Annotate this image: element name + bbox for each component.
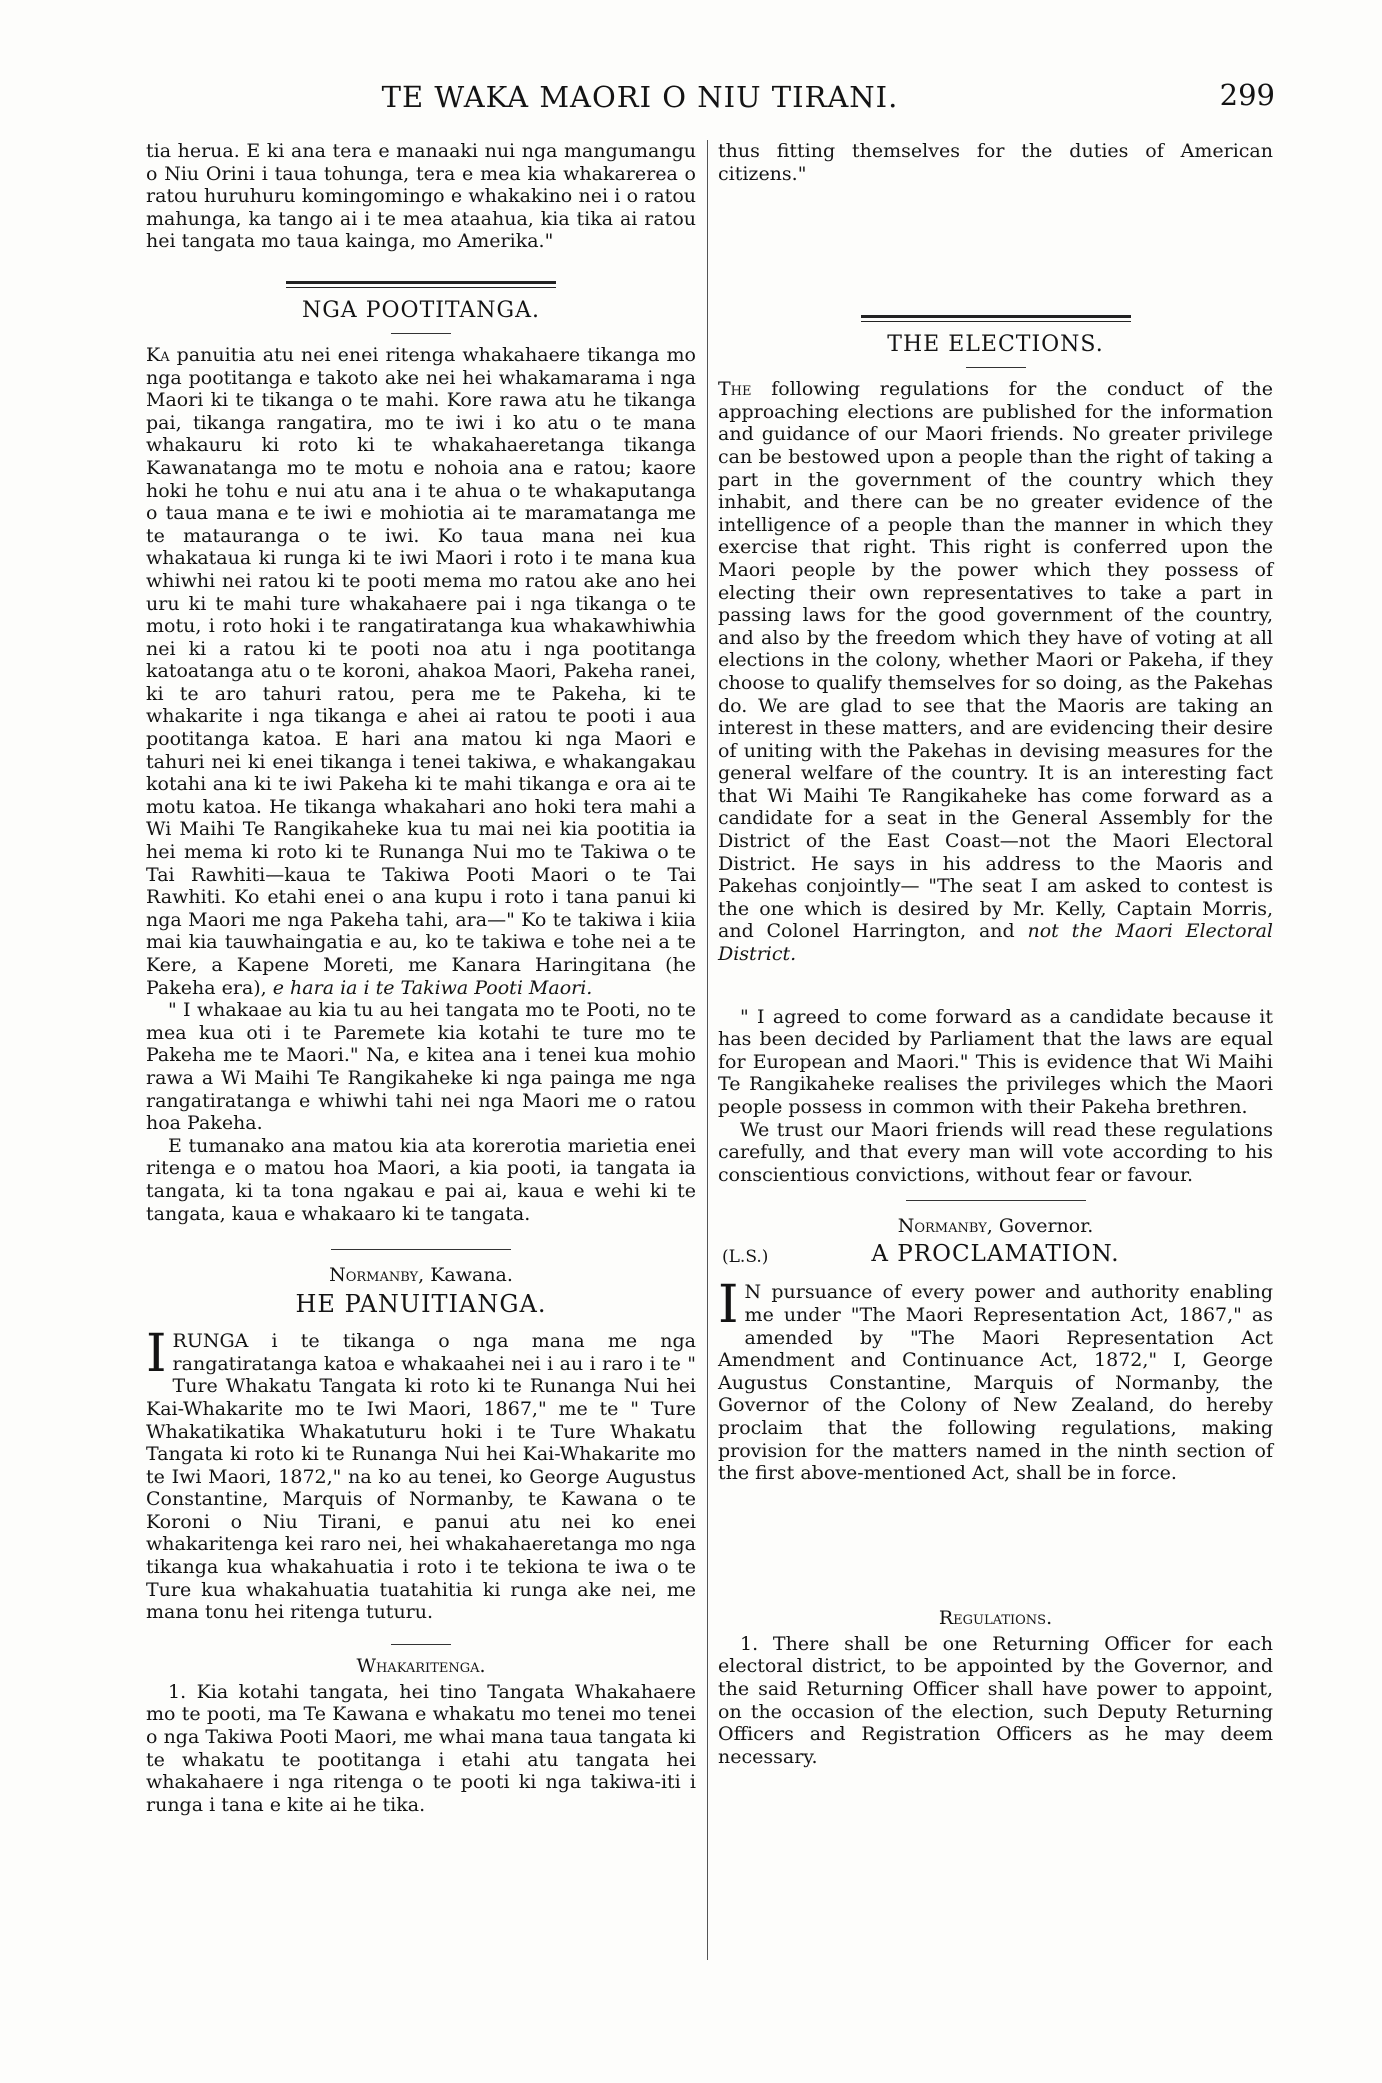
spacer — [718, 1485, 1273, 1603]
signature-title: , Governor. — [986, 1215, 1094, 1238]
italic-phrase: e hara ia i te Takiwa Pooti Maori. — [272, 976, 593, 999]
english-elections-paragraph-2: " I agreed to come forward as a candidate because it has been decided by Parliament that the laws are equal for European and Maori." This is evidence that Wi Maihi Te Rangikaheke realises the privileges which the Maori people possess in common with their Pakeha brethren. — [718, 1005, 1273, 1118]
english-rule-1: 1. There shall be one Returning Officer for each electoral district, to be appointed by the Governor, and the said Returning Officer shall have power to appoint, on the occasion of the election, such Deputy Returning Officers and Registration Officers as he may deem necessary. — [718, 1632, 1273, 1768]
section-rule — [331, 1249, 511, 1250]
paragraph-body: following regulations for the conduct of the approaching elections are published for the information and guidance of our Maori friends. No greater privilege can be bestowed upon a people than the right of taking a part in the government of the country which they inhabit, and there can be no greater evidence of the intelligence of a people than the manner in which they exercise that right. This right is conferred upon the Maori people by the power which they possess of electing their own representatives to take a part in passing laws for the good government of the country, and also by the freedom which they have of voting at all elections in the colony, whether Maori or Pakeha, if they choose to qualify themselves for so doing, as the Pakehas do. We are glad to see that the Maoris are taking an interest in these matters, and are evidencing their desire of uniting with the Pakehas in devising measures for the general welfare of the country. It is an interesting fact that Wi Maihi Te Rangikaheke has come forward as a candidate for a seat in the General Assembly for the District of the East Coast—not the Maori Electoral District. He says in his address to the Maoris and Pakehas conjointly— "The seat I am asked to contest is the one which is desired by Mr. Kelly, Captain Morris, and Colonel Harrington, and — [718, 378, 1273, 943]
english-elections-heading: THE ELECTIONS. — [887, 332, 1104, 358]
running-title: TE WAKA MAORI O NIU TIRANI. — [381, 80, 899, 114]
maori-proclamation-block — [146, 1324, 696, 1624]
maori-rules-heading: Whakaritenga. — [356, 1654, 486, 1677]
maori-signature — [146, 1264, 696, 1286]
english-intro-paragraph: thus fitting themselves for the duties of American citizens." — [718, 140, 1273, 185]
english-proclamation-block — [718, 1275, 1273, 1485]
english-elections-paragraph-1 — [718, 378, 1273, 965]
spacer — [718, 1271, 1273, 1281]
maori-column — [146, 140, 696, 1816]
maori-elections-paragraph-1 — [146, 344, 696, 999]
maori-proclamation-paragraph: RUNGA i te tikanga o nga mana me nga rangatiratanga katoa e whakaahei nei i au i raro i te " Ture Whakatu Tangata ki roto ki te Runanga Nui hei Kai-Whakarite mo te Iwi Maori, 1867," me te " Ture Whakatikatika Whakatuturu hoki i te Ture Whakatu Tangata ki roto ki te Runanga Nui hei Kai-Whakarite mo te Iwi Maori, 1872," na ko au tenei, ko George Augustus Constantine, Marquis of Normanby, te Kawana o te Koroni o Niu Tirani, e panui atu nei ko enei whakaritenga kei raro nei, hei whakahaeretanga mo nga tikanga kua whakahuatia i roto i te tekiona te iwa o te Ture kua whakahuatia tuatahitia ki runga ake nei, me mana tonu hei ritenga tuturu. — [146, 1330, 696, 1624]
drop-cap: I — [718, 1275, 739, 1336]
spacer — [718, 966, 1273, 1006]
maori-elections-heading: NGA POOTITANGA. — [301, 297, 540, 323]
page-header — [140, 74, 1340, 124]
lead-word: The — [718, 378, 752, 401]
english-elections-paragraph-3: We trust our Maori friends will read these regulations carefully, and that every man will vote according to his conscientious convictions, without fear or favour. — [718, 1118, 1273, 1186]
seal-row — [718, 1241, 1273, 1271]
maori-intro-paragraph: tia herua. E ki ana tera e manaaki nui nga mangumangu o Niu Orini i taua tohunga, tera e mea kia whakarerea o ratou huruhuru komingomingo e whakakino nei i o ratou mahunga, ka tango ai i te mea ataahua, kia tika ai ratou hei tangata mo taua kainga, mo Amerika." — [146, 140, 696, 253]
maori-proclamation-heading: HE PANUITIANGA. — [295, 1290, 547, 1319]
column-divider — [707, 140, 708, 1960]
paragraph-body: panuitia atu nei enei ritenga whakahaere tikanga mo nga pootitanga e takoto ake nei hei whakamarama i nga Maori ki te tikanga o te mahi. Kore rawa atu he tikanga pai, tikanga rangatira, mo te iwi i ko atu o te mana whakauru ki roto ki te whakahaeretanga tikanga Kawanatanga mo te motu e nohoia ana e ratou; kaore hoki he tohu e nui atu ana i te ahua o te whakaputanga o taua mana e te iwi e mohiotia ai te maramatanga me te matauranga o te iwi. Ko taua mana nei kua whakataua ki runga ki te iwi Maori i roto i te mana kua whiwhi nei ratou ki te pooti mema mo ratou ake ano hei uru ki te mahi ture whakahaere pai i nga tikanga o te motu, i roto hoki i te rangatiratanga kua whakawhiwhia nei ki a ratou ki te pooti noa atu i nga pootitanga katoatanga atu o te koroni, ahakoa Maori, Pakeha ranei, ki te aro tahuri ratou, pera me te Pakeha, ki te whakarite i nga tikanga e ahei ai ratou te pooti i aua pootitanga katoa. E hari ana matou ki nga Maori e tahuri nei ki enei tikanga i tenei takiwa, e whakangakau kotahi ana ki te iwi Pakeha ki te mahi tikanga e ora ai te motu katoa. He tikanga whakahari ano hoki tera mahi a Wi Maihi Te Rangikaheke kua tu mai nei kia pootitia ia hei mema ki roto ki te Runanga Nui mo te Takiwa o te Tai Rawhiti—kaua te Takiwa Pooti Maori o te Tai Rawhiti. Ko etahi enei o ana kupu i roto i tana panui ki nga Maori me nga Pakeha tahi, ara—" Ko te takiwa i kiia mai kia tauwhaingatia e au, ko te takiwa e tohe nei a te Kere, a Kapene Moreti, me Kanara Haringitana (he Pakeha era), — [146, 343, 696, 999]
short-rule — [391, 1644, 451, 1645]
signature-name: Normanby — [329, 1264, 419, 1287]
english-signature — [718, 1215, 1273, 1237]
drop-cap: I — [146, 1324, 167, 1385]
english-proclamation-paragraph: N pursuance of every power and authority enabling me under "The Maori Representation Act, 1867," as amended by "The Maori Representation Act Amendment and Continuance Act, 1872," I, George Augustus Constantine, Marquis of Normanby, the Governor of the Colony of New Zealand, do hereby proclaim that the following regulations, making provision for the matters named in the ninth section of the first above-mentioned Act, shall be in force. — [718, 1281, 1273, 1485]
short-rule — [966, 367, 1026, 368]
italic-phrase: not the Maori Electoral District. — [718, 920, 1273, 966]
seal-mark: (L.S.) — [722, 1247, 769, 1268]
double-rule — [286, 281, 556, 288]
signature-title: , Kawana. — [418, 1264, 513, 1287]
english-column — [718, 140, 1273, 1768]
spacer — [718, 185, 1273, 315]
short-rule — [391, 333, 451, 334]
page-number: 299 — [1219, 78, 1275, 112]
maori-elections-paragraph-2: " I whakaae au kia tu au hei tangata mo te Pooti, no te mea kua oti i te Paremete kia kotahi te ture mo te Pakeha me te Maori." Na, e kitea ana i tenei kua mohio rawa a Wi Maihi Te Rangikaheke ki nga painga me nga rangatiratanga e whiwhi tahi nei nga Maori me o ratou hoa Pakeha. — [146, 999, 696, 1135]
signature-name: Normanby — [897, 1215, 987, 1238]
lead-word: Ka — [146, 343, 170, 366]
section-rule — [906, 1200, 1086, 1201]
english-proclamation-heading: A PROCLAMATION. — [871, 1241, 1120, 1268]
maori-rule-1: 1. Kia kotahi tangata, hei tino Tangata Whakahaere mo te pooti, ma Te Kawana e whakatu mo tenei mo tenei o nga Takiwa Pooti Maori, me whai mana taua tangata ki te whakatu te pootitanga i etahi atu tangata hei whakahaere i nga ritenga o te pooti ki nga takiwa-iti i runga i tana e kite ai he tika. — [146, 1680, 696, 1816]
double-rule — [861, 315, 1131, 322]
english-rules-heading: Regulations. — [938, 1606, 1053, 1629]
maori-elections-paragraph-3: E tumanako ana matou kia ata korerotia marietia enei ritenga e o matou hoa Maori, a kia pooti, ia tangata ia tangata, ki ta tona ngakau e pai ai, kaua e wehi ki te tangata, kaua e whakaaro ki te tangata. — [146, 1134, 696, 1225]
